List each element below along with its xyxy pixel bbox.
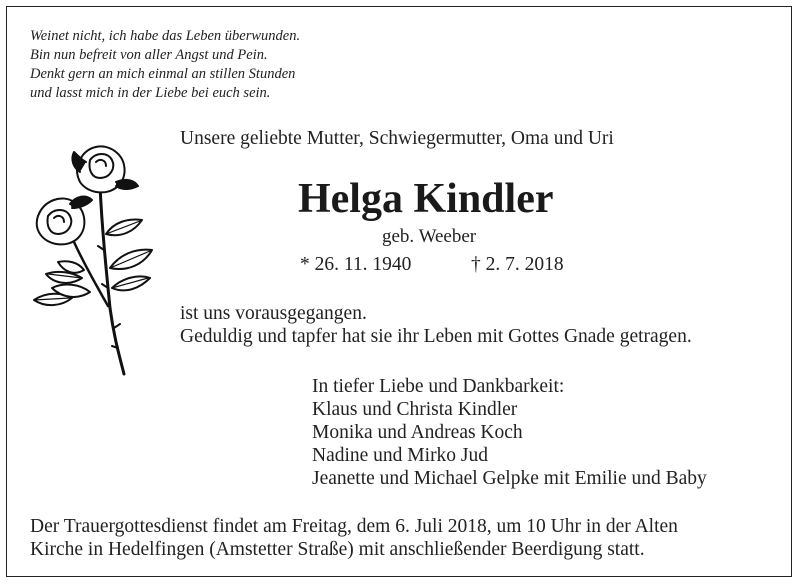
- poem-line: Denkt gern an mich einmal an stillen Stunden: [30, 66, 296, 82]
- mourner-name: Monika und Andreas Koch: [312, 422, 523, 443]
- service-line: Kirche in Hedelfingen (Amstetter Straße) mit anschließender Beerdigung statt.: [30, 539, 645, 560]
- mourner-name: Klaus und Christa Kindler: [312, 399, 518, 420]
- message-line: Geduldig und tapfer hat sie ihr Leben mit Gottes Gnade getragen.: [180, 326, 692, 347]
- message-line: ist uns vorausgegangen.: [180, 303, 367, 324]
- intro-text: Unsere geliebte Mutter, Schwiegermutter, Oma und Uri: [180, 128, 614, 149]
- mourner-name: Nadine und Mirko Jud: [312, 445, 489, 466]
- birth-date: * 26. 11. 1940: [300, 254, 412, 275]
- service-notice: [30, 515, 678, 561]
- message: [180, 302, 692, 348]
- service-line: Der Trauergottesdienst findet am Freitag, dem 6. Juli 2018, um 10 Uhr in der Alten: [30, 516, 678, 537]
- poem-line: und lasst mich in der Liebe bei euch sein.: [30, 85, 271, 101]
- poem: [30, 27, 300, 103]
- death-date: † 2. 7. 2018: [471, 254, 564, 275]
- mourner-name: Jeanette und Michael Gelpke mit Emilie und Baby: [312, 468, 707, 489]
- mourners-heading: In tiefer Liebe und Dankbarkeit:: [312, 376, 565, 397]
- deceased-name: Helga Kindler: [298, 176, 554, 222]
- poem-line: Bin nun befreit von aller Angst und Pein.: [30, 47, 268, 63]
- rose-icon: [30, 138, 160, 378]
- life-dates: [300, 254, 564, 276]
- maiden-name: geb. Weeber: [382, 226, 477, 247]
- mourners-list: [312, 375, 707, 490]
- poem-line: Weinet nicht, ich habe das Leben überwunden.: [30, 28, 301, 44]
